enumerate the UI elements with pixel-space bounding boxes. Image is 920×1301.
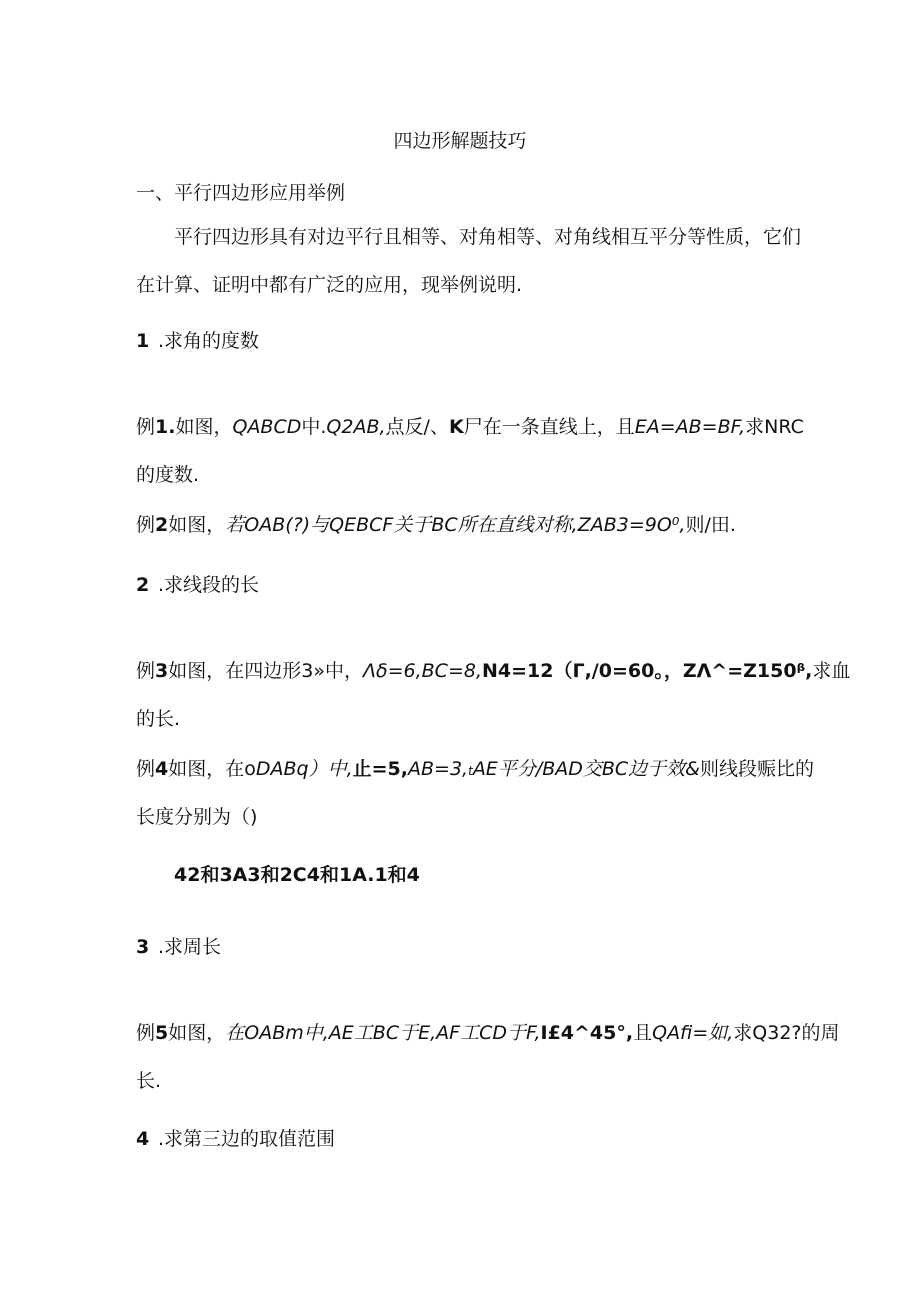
example-1-line-1 [136,414,804,440]
ex1-number: 1. [155,416,176,438]
ex1-text-k: 求NRC [745,416,804,438]
ex1-math-j: EA=AB=BF, [634,416,746,438]
subheading-2-text: .求线段的长 [158,574,260,596]
ex3-number: 3 [155,660,169,682]
ex4-math-d: DABq）中, [255,758,353,780]
example-2-line [136,512,736,538]
ex4-label: 例 [136,758,156,780]
ex5-text-c: 如图， [168,1022,226,1044]
subheading-1 [136,328,259,354]
ex1-text-g: 点反/、 [385,416,449,438]
ex2-label: 例 [136,514,156,536]
ex4-math-g: t [468,764,473,778]
ex3-text-c: 如图，在四边形3»中， [168,660,363,682]
ex4-math-h: AE平分/BAD交BC边于效& [472,758,700,780]
intro-line-2: 在计算、证明中都有广泛的应用，现举例说明. [136,274,523,296]
ex5-number: 5 [155,1022,169,1044]
ex5-text-f: 且 [633,1022,653,1044]
ex1-label: 例 [136,416,156,438]
subheading-3 [136,934,221,960]
example-1-line-2: 的度数. [136,464,200,486]
example-5-line-1 [136,1020,840,1046]
subheading-2-number: 2 [136,574,150,596]
subheading-4-text: .求第三边的取值范围 [158,1128,336,1150]
ex5-math-d: 在OABm中,AE工BC于E,AF工CD于F, [225,1022,541,1044]
ex2-text-e: 则/田. [685,514,736,536]
example-4-line-2: 长度分别为（) [136,806,258,828]
example-3-line-2: 的长. [136,708,181,730]
ex4-math-e: 止=5, [352,758,408,780]
ex3-label: 例 [136,660,156,682]
ex5-math-e: I£4^45°, [540,1022,634,1044]
example-4-options: 42和3A3和2C4和1A.1和4 [174,864,420,886]
section-heading: 一、平行四边形应用举例 [136,182,346,204]
ex1-text-i: 尸在一条直线上，且 [463,416,635,438]
ex4-text-c: 如图，在o [168,758,256,780]
example-3-line-1 [136,658,850,684]
ex5-label: 例 [136,1022,156,1044]
ex1-math-d: QABCD [232,416,302,438]
ex2-text-c: 如图， [168,514,226,536]
page-title: 四边形解题技巧 [393,130,527,152]
ex4-math-f: AB=3, [408,758,469,780]
example-4-line-1 [136,756,814,784]
ex1-math-f: Q2AB, [326,416,386,438]
ex1-text-e: 中. [301,416,327,438]
ex3-math-e: N4=12（Γ,/0=60。，ZΛ^=Z150ᵝ, [482,660,813,682]
ex4-text-i: 则线段赈比的 [700,758,815,780]
subheading-1-number: 1 [136,330,150,352]
subheading-3-text: .求周长 [158,936,222,958]
ex1-math-h: K [448,416,464,438]
ex2-number: 2 [155,514,169,536]
ex5-text-h: 求Q32?的周 [733,1022,840,1044]
subheading-3-number: 3 [136,936,150,958]
subheading-2 [136,572,259,598]
ex4-number: 4 [155,758,169,780]
ex2-math-d: 若OAB(?)与QEBCF关于BC所在直线对称,ZAB3=9O⁰, [225,514,686,536]
ex3-text-f: 求血 [812,660,851,682]
subheading-4 [136,1126,335,1152]
ex3-math-d: Λδ=6,BC=8, [362,660,482,682]
example-5-line-2: 长. [136,1070,162,1092]
ex1-text-c: 如图， [175,416,233,438]
ex5-math-g: QAfi=如, [652,1022,734,1044]
intro-line-1: 平行四边形具有对边平行且相等、对角相等、对角线相互平分等性质，它们 [174,226,802,248]
subheading-4-number: 4 [136,1128,150,1150]
subheading-1-text: .求角的度数 [158,330,260,352]
